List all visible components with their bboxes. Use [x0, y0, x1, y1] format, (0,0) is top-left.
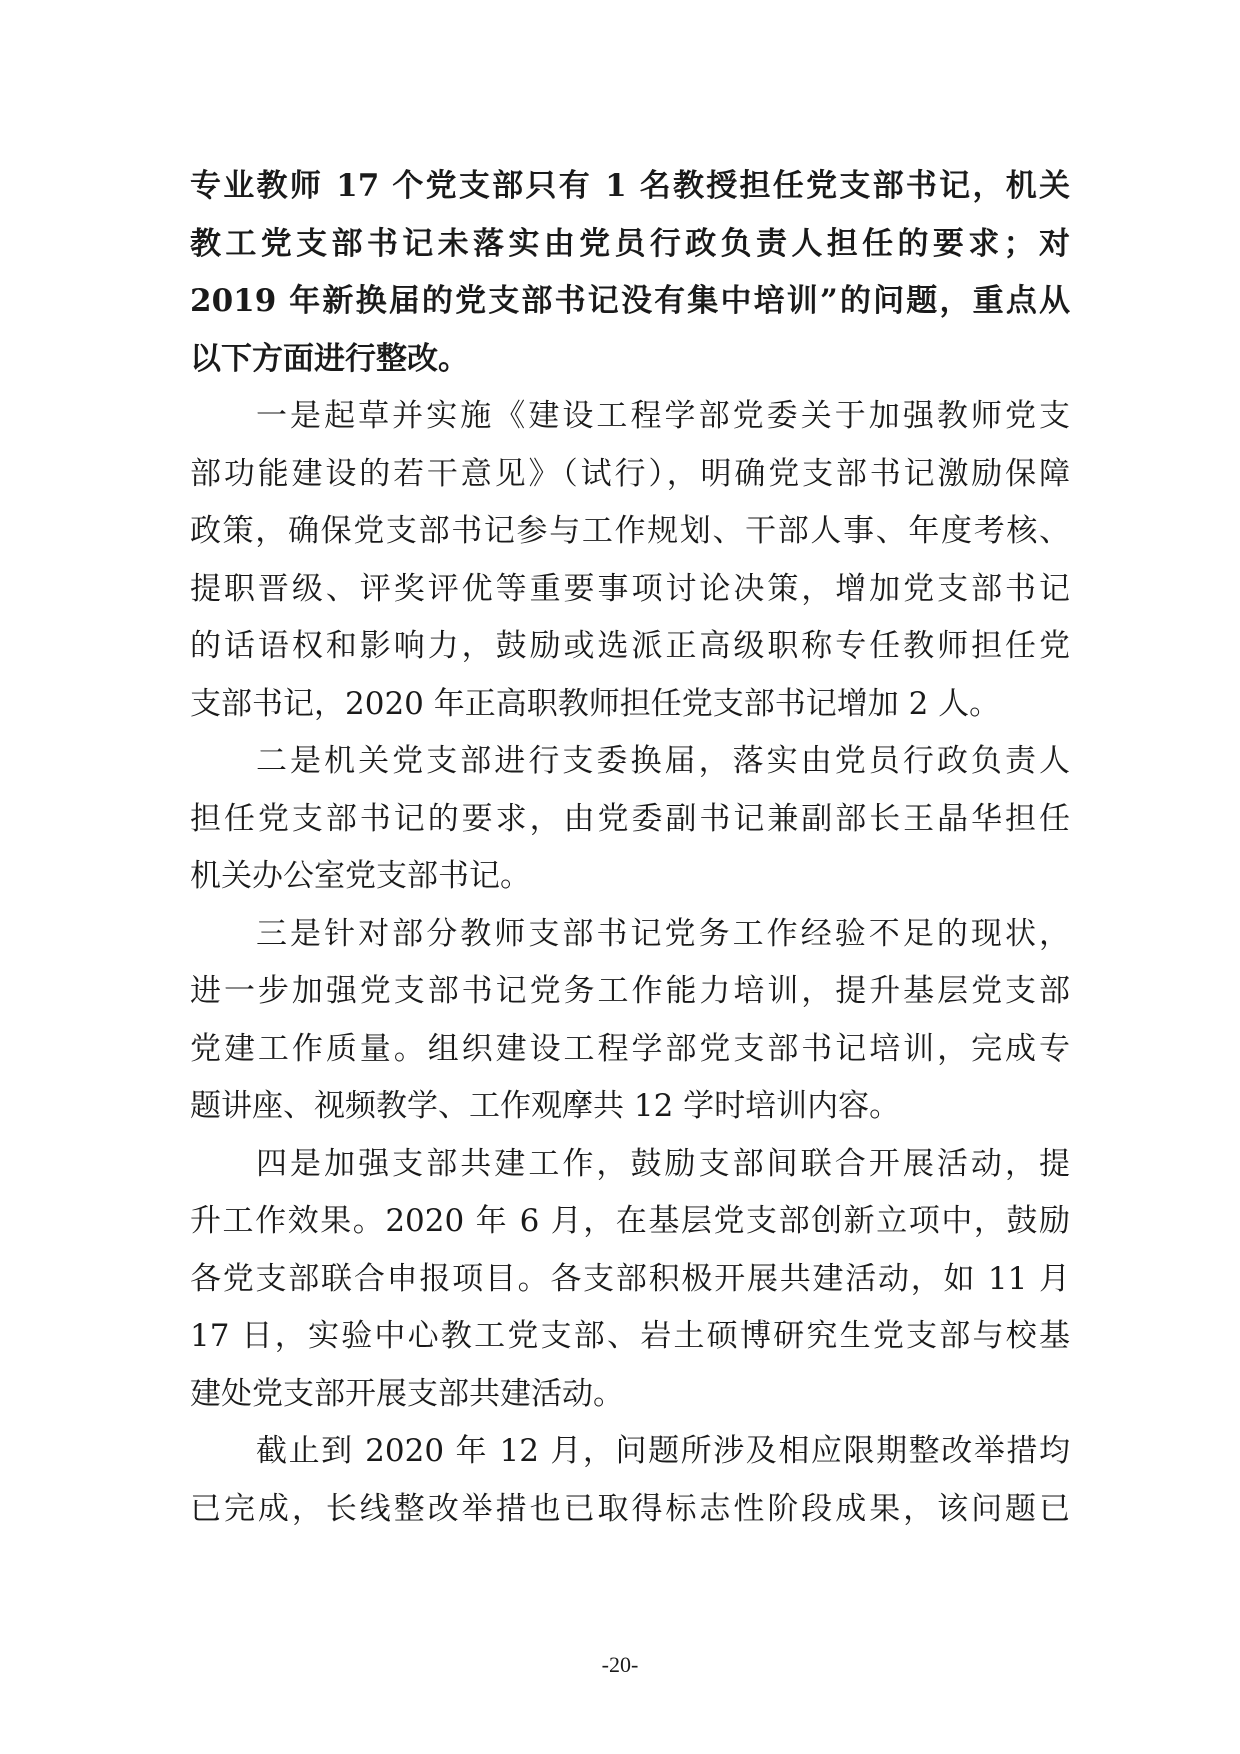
- text-line: 政策，确保党支部书记参与工作规划、干部人事、年度考核、: [190, 513, 1070, 549]
- text-line: 题讲座、视频教学、工作观摩共 12 学时培训内容。: [190, 1088, 901, 1124]
- text-line: 专业教师 17 个党支部只有 1 名教授担任党支部书记，机关: [190, 168, 1070, 204]
- text-line: 已完成，长线整改举措也已取得标志性阶段成果，该问题已: [190, 1490, 1070, 1527]
- text-line: 支部书记，2020 年正高职教师担任党支部书记增加 2 人。: [190, 685, 1001, 722]
- text-line: 教工党支部书记未落实由党员行政负责人担任的要求；对: [190, 225, 1070, 262]
- text-line: 三是针对部分教师支部书记党务工作经验不足的现状，: [256, 915, 1070, 952]
- text-line: 担任党支部书记的要求，由党委副书记兼副部长王晶华担任: [190, 800, 1070, 837]
- text-line: 各党支部联合申报项目。各支部积极开展共建活动，如 11 月: [190, 1260, 1070, 1297]
- text-line: 四是加强支部共建工作，鼓励支部间联合开展活动，提: [256, 1145, 1070, 1182]
- text-line: 2019 年新换届的党支部书记没有集中培训”的问题，重点从: [190, 283, 1070, 319]
- text-line: 17 日，实验中心教工党支部、岩土硕博研究生党支部与校基: [190, 1318, 1070, 1354]
- page-number: -20-: [601, 1652, 639, 1677]
- text-line: 一是起草并实施《建设工程学部党委关于加强教师党支: [256, 398, 1070, 434]
- text-line: 截止到 2020 年 12 月，问题所涉及相应限期整改举措均: [256, 1433, 1070, 1469]
- text-line: 以下方面进行整改。: [190, 340, 469, 377]
- text-line: 机关办公室党支部书记。: [190, 858, 531, 894]
- text-line: 二是机关党支部进行支委换届，落实由党员行政负责人: [256, 743, 1070, 779]
- document-body: [190, 158, 1070, 1538]
- text-line: 的话语权和影响力，鼓励或选派正高级职称专任教师担任党: [190, 628, 1070, 664]
- text-line: 部功能建设的若干意见》（试行），明确党支部书记激励保障: [190, 455, 1070, 492]
- text-line: 建处党支部开展支部共建活动。: [190, 1375, 624, 1412]
- text-line: 提职晋级、评奖评优等重要事项讨论决策，增加党支部书记: [190, 570, 1070, 607]
- text-line: 党建工作质量。组织建设工程学部党支部书记培训，完成专: [190, 1030, 1070, 1067]
- text-line: 进一步加强党支部书记党务工作能力培训，提升基层党支部: [190, 973, 1070, 1009]
- text-line: 升工作效果。2020 年 6 月，在基层党支部创新立项中，鼓励: [190, 1203, 1070, 1239]
